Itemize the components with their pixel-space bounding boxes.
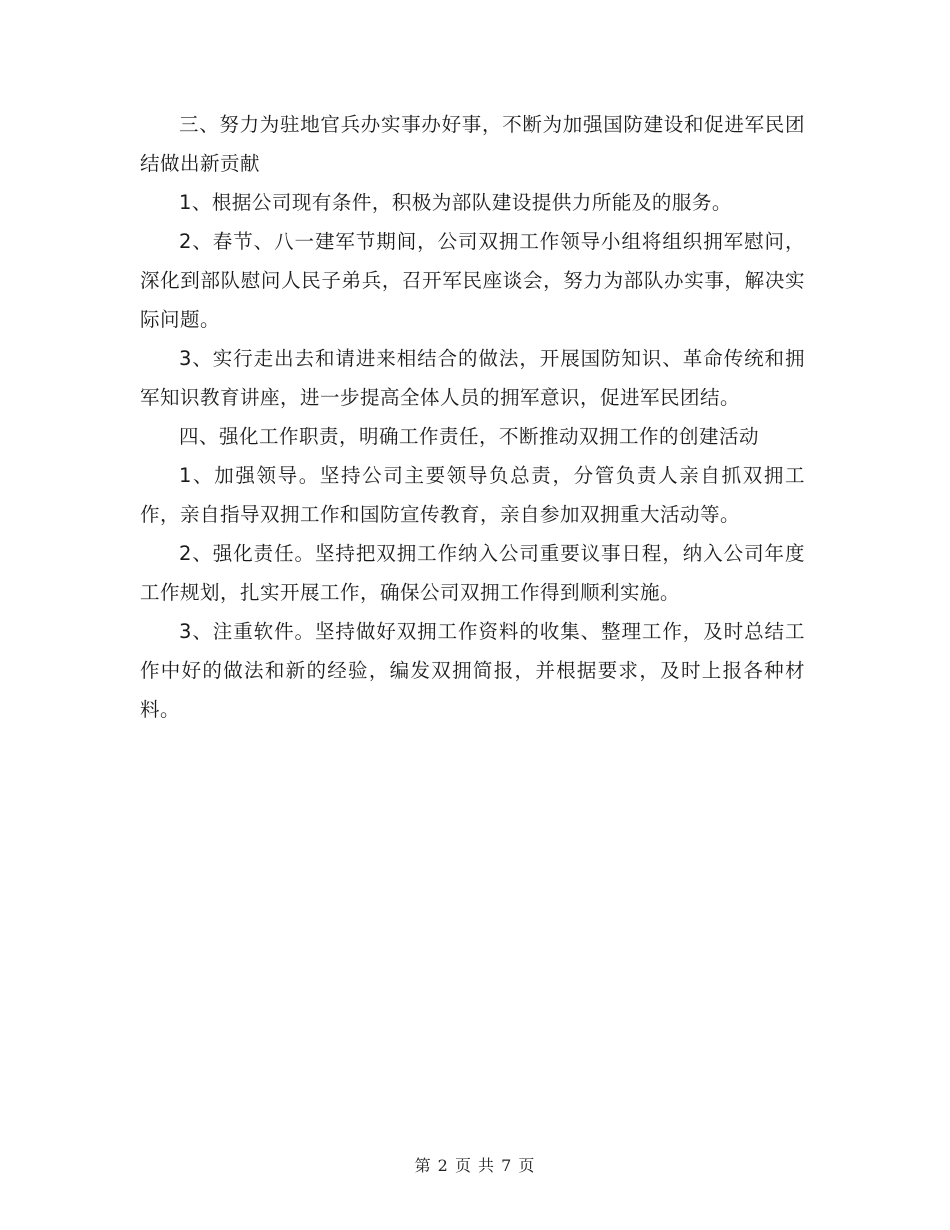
page-number-footer: 第 2 页 共 7 页 [414,1156,536,1175]
paragraph: 2、强化责任。坚持把双拥工作纳入公司重要议事日程，纳入公司年度工作规划，扎实开展工作，确保公司双拥工作得到顺利实施。 [140,542,805,604]
section-heading-3: 三、努力为驻地官兵办实事办好事，不断为加强国防建设和促进军民团结做出新贡献 [140,113,805,175]
paragraph: 1、根据公司现有条件，积极为部队建设提供力所能及的服务。 [179,191,732,214]
paragraph: 3、注重软件。坚持做好双拥工作资料的收集、整理工作，及时总结工作中好的做法和新的经验，编发双拥简报，并根据要求，及时上报各种材料。 [140,620,805,721]
paragraph: 3、实行走出去和请进来相结合的做法，开展国防知识、革命传统和拥军知识教育讲座，进一步提高全体人员的拥军意识，促进军民团结。 [140,347,805,409]
paragraph: 1、加强领导。坚持公司主要领导负总责，分管负责人亲自抓双拥工作，亲自指导双拥工作和国防宣传教育，亲自参加双拥重大活动等。 [140,464,805,526]
document-body [140,105,805,729]
section-heading-4: 四、强化工作职责，明确工作责任，不断推动双拥工作的创建活动 [179,425,760,448]
paragraph: 2、春节、八一建军节期间，公司双拥工作领导小组将组织拥军慰问，深化到部队慰问人民子弟兵，召开军民座谈会，努力为部队办实事，解决实际问题。 [140,230,805,331]
